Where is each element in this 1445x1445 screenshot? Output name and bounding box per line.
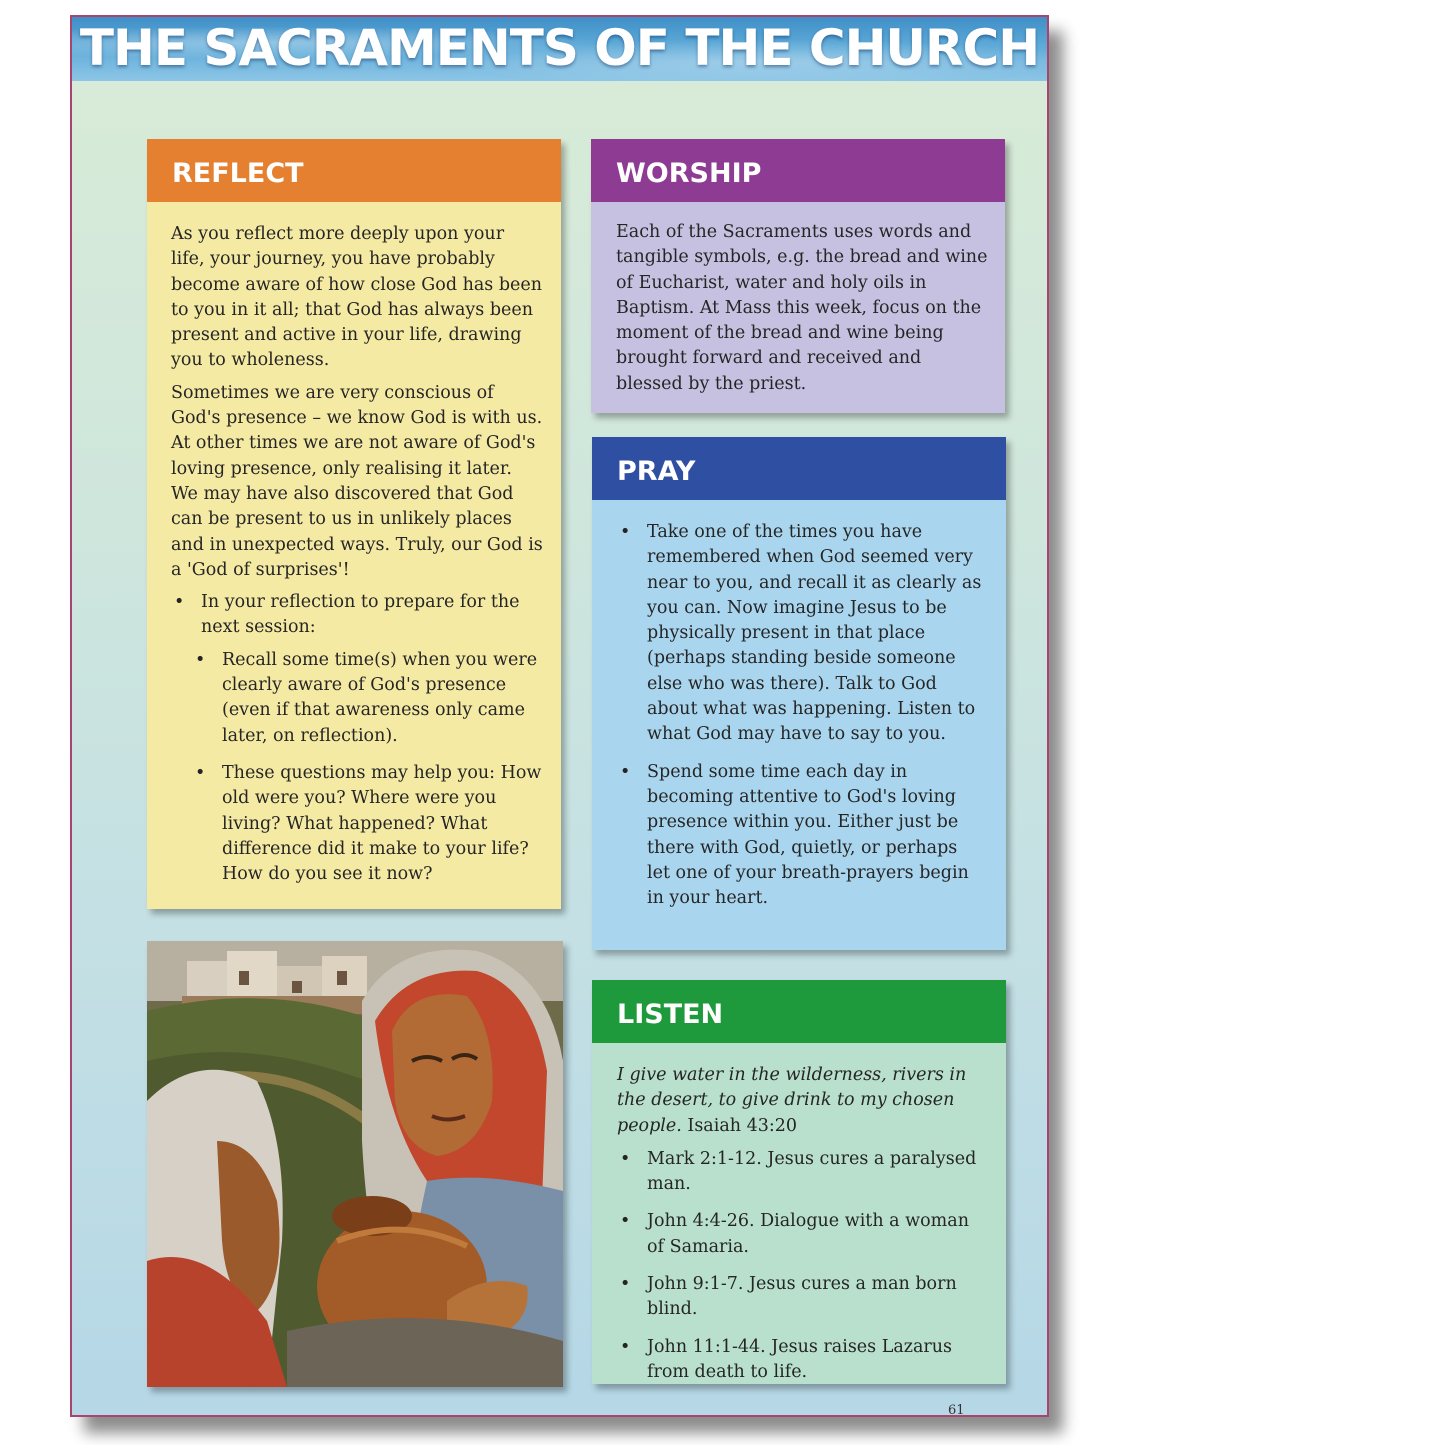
worship-heading: WORSHIP <box>591 139 1005 202</box>
page-number: 61 <box>948 1403 965 1417</box>
worship-body <box>591 202 1005 413</box>
woman-at-well-illustration <box>147 941 563 1387</box>
pray-body <box>592 500 1006 950</box>
reflect-paragraph: As you reflect more deeply upon your life, your journey, you have probably become aware of how close God has been to you in it all; that God has always been present and active in your life, drawing you to wholeness. <box>171 224 543 371</box>
listen-heading: LISTEN <box>592 980 1006 1043</box>
listen-body <box>592 1043 1006 1384</box>
worship-text: Each of the Sacraments uses words and tangible symbols, e.g. the bread and wine of Eucharist, water and holy oils in Baptism. At Mass this week, focus on the moment of the bread and wine being brought forward and received and blessed by the priest. <box>616 222 988 394</box>
pray-heading: PRAY <box>592 437 1006 500</box>
pray-bullet: • Take one of the times you have remembered when God seemed very near to you, and recall it as clearly as you can. Now imagine Jesus to be physically present in that place (perhaps standing beside someone else who was there). Talk to God about what was happening. Listen to what God may have to say to you. <box>647 520 982 748</box>
reflect-bullet <box>201 590 543 887</box>
listen-reference: Isaiah 43:20 <box>687 1115 798 1136</box>
reflect-body <box>147 202 561 909</box>
worksheet-page <box>70 15 1049 1417</box>
reflect-card <box>147 139 561 909</box>
pray-card <box>592 437 1006 950</box>
page-title: THE SACRAMENTS OF THE CHURCH <box>79 19 1040 77</box>
listen-card <box>592 980 1006 1384</box>
listen-bullet: • John 4:4-26. Dialogue with a woman of Samaria. <box>647 1209 989 1260</box>
title-banner <box>72 17 1047 81</box>
listen-bullet: • John 9:1-7. Jesus cures a man born blind. <box>647 1272 989 1323</box>
listen-quote: I give water in the wilderness, rivers in the desert, to give drink to my chosen people. <box>617 1065 967 1136</box>
reflect-subbullet: • Recall some time(s) when you were clearly aware of God's presence (even if that awareness only came later, on reflection). <box>222 648 543 749</box>
listen-bullet: • John 11:1-44. Jesus raises Lazarus from death to life. <box>647 1335 989 1386</box>
listen-bullet: • Mark 2:1-12. Jesus cures a paralysed man. <box>647 1147 989 1198</box>
reflect-paragraph: Sometimes we are very conscious of God's presence – we know God is with us. At other times we are not aware of God's loving presence, only realising it later. We may have also discovered that God can be present to us in unlikely places and in unexpected ways. Truly, our God is a 'God of surprises'! <box>171 382 543 580</box>
pray-bullet: • Spend some time each day in becoming attentive to God's loving presence within you. Either just be there with God, quietly, or perhaps let one of your breath-prayers begin in your heart. <box>647 760 982 912</box>
worship-card <box>591 139 1005 413</box>
reflect-subbullet: • These questions may help you: How old were you? Where were you living? What happened? What difference did it make to your life? How do you see it now? <box>222 761 543 887</box>
reflect-bullet-text: In your reflection to prepare for the next session: <box>201 592 520 638</box>
reflect-heading: REFLECT <box>147 139 561 202</box>
